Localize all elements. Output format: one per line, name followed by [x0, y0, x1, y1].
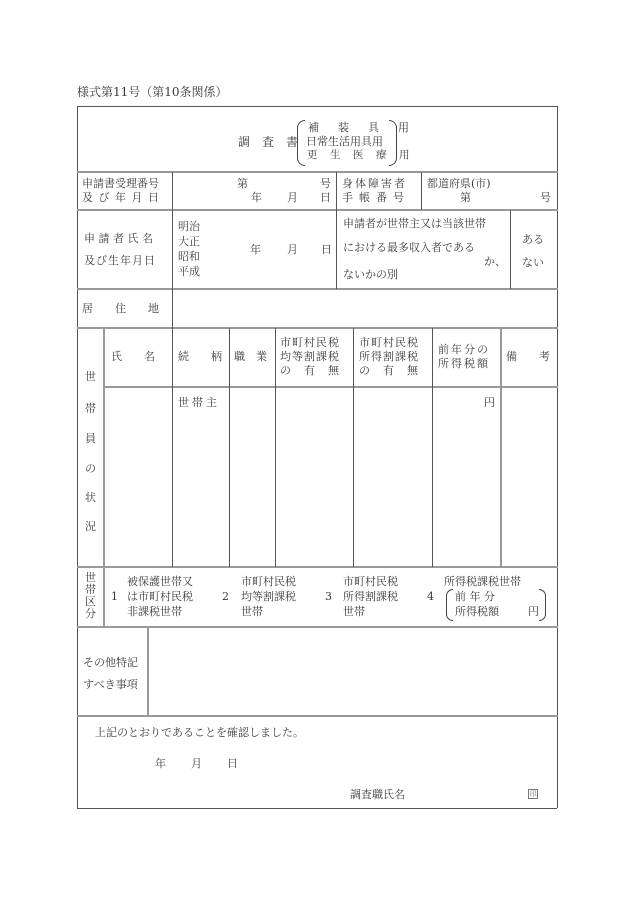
table-border-right — [557, 106, 558, 808]
col-divider — [172, 328, 173, 567]
residence-label: 居 住 地 — [82, 302, 159, 315]
side-char: 分 — [85, 607, 96, 620]
investigator-name-field[interactable] — [410, 780, 520, 804]
side-char: 況 — [85, 520, 96, 533]
col-header-equal-tax-1: 市町村民税 — [280, 336, 340, 349]
option-text: 世帯 — [343, 605, 365, 618]
row-divider — [77, 327, 558, 329]
side-char: 員 — [85, 432, 96, 445]
form-number: 様式第11号（第10条関係） — [77, 85, 228, 99]
head-question-2: における最多収入者である — [343, 241, 475, 254]
col-divider — [510, 210, 511, 289]
applicant-label-2: 及び生年月日 — [84, 254, 156, 267]
era-meiji[interactable]: 明治 — [178, 220, 200, 233]
col-header-relation: 続 柄 — [178, 350, 222, 363]
handbook-number-suffix: 号 — [540, 191, 551, 204]
row-divider — [77, 715, 558, 717]
head-question-1: 申請者が世帯主又は当該世帯 — [343, 217, 486, 230]
table-border-top — [77, 106, 557, 107]
option-number: 4 — [427, 590, 434, 603]
col-header-remarks: 備 考 — [506, 350, 550, 363]
era-showa[interactable]: 昭和 — [178, 250, 200, 263]
number-suffix: 号 — [320, 177, 331, 190]
option-yes[interactable]: ある — [522, 233, 544, 246]
title-option-daily-living: 日常生活用具用 — [306, 135, 383, 148]
option-text: 非課税世帯 — [127, 605, 182, 618]
bracket-left — [446, 589, 453, 621]
col-divider — [336, 172, 337, 210]
side-char: 世 — [85, 571, 96, 584]
option-number: 1 — [111, 590, 118, 603]
option-text: は市町村民税 — [127, 590, 193, 603]
option-text: 均等割課税 — [241, 590, 296, 603]
col-header-income-tax-1: 市町村民税 — [359, 336, 419, 349]
other-label-1: その他特記 — [83, 656, 138, 669]
option-no[interactable]: ない — [522, 256, 544, 269]
table-border-left — [77, 106, 78, 808]
col-header-equal-tax-2: 均等割課税 — [280, 350, 340, 363]
bracket-right — [539, 589, 546, 621]
option-text: 前 年 分 — [455, 590, 495, 603]
option-text: 所得割課税 — [343, 590, 398, 603]
handbook-label-2: 手帳番号 — [342, 191, 410, 204]
yen-unit: 円 — [528, 605, 539, 618]
receipt-label-2: 及 び 年 月 日 — [82, 191, 160, 204]
household-equal-tax-cell[interactable] — [276, 388, 352, 565]
option-text: 所得税額 — [455, 605, 499, 618]
side-char: 世 — [85, 370, 96, 383]
confirm-month: 月 — [191, 757, 202, 770]
date-year: 年 — [251, 191, 262, 204]
title-main: 調 査 書 — [238, 135, 299, 149]
confirmation-statement: 上記のとおりであることを確認しました。 — [95, 726, 304, 739]
date-day: 日 — [320, 191, 331, 204]
option-text: 市町村民税 — [343, 575, 398, 588]
col-header-name: 氏 名 — [111, 350, 155, 363]
side-char: 帯 — [85, 583, 96, 596]
col-header-equal-tax-3: の 有 無 — [280, 364, 340, 377]
side-char: 帯 — [85, 402, 96, 415]
household-occupation-cell[interactable] — [230, 388, 274, 565]
col-header-prev-tax-2: 所得税額 — [438, 357, 490, 370]
prefecture-label: 都道府県(市) — [427, 177, 491, 190]
col-header-income-tax-2: 所得割課税 — [359, 350, 419, 363]
handbook-number-field[interactable] — [422, 173, 556, 209]
birth-month: 月 — [287, 243, 298, 256]
title-option-rehab-medical: 更 生 医 療 用 — [307, 149, 411, 161]
table-border-bottom — [77, 808, 557, 809]
handbook-number-prefix: 第 — [460, 191, 471, 204]
option-text: 世帯 — [241, 605, 263, 618]
title-option-prosthesis: 補 装 具 用 — [308, 121, 413, 134]
option-text: 所得税課税世帯 — [444, 575, 521, 588]
other-notes-field[interactable] — [149, 628, 556, 714]
birth-year: 年 — [250, 243, 261, 256]
yen-unit: 円 — [484, 396, 495, 409]
col-divider — [336, 210, 337, 289]
side-char: 状 — [85, 491, 96, 504]
side-char: 区 — [85, 595, 96, 608]
confirm-day: 日 — [227, 757, 238, 770]
receipt-label: 申請書受理番号 — [82, 177, 159, 190]
household-remarks-cell[interactable] — [502, 388, 556, 565]
other-label-2: すべき事項 — [83, 678, 138, 691]
household-prev-tax-cell[interactable] — [433, 388, 499, 565]
relation-head-of-household: 世帯主 — [178, 396, 220, 409]
row-divider — [77, 566, 558, 568]
date-month: 月 — [287, 191, 298, 204]
head-question-ka: か、 — [484, 255, 506, 268]
birth-day: 日 — [321, 243, 332, 256]
col-header-income-tax-3: の 有 無 — [359, 364, 419, 377]
era-heisei[interactable]: 平成 — [178, 265, 200, 278]
col-header-occupation: 職 業 — [234, 350, 267, 363]
investigator-label: 調査職氏名 — [350, 788, 405, 801]
option-number: 2 — [222, 590, 229, 603]
option-number: 3 — [325, 590, 332, 603]
era-taisho[interactable]: 大正 — [178, 235, 200, 248]
receipt-number-field[interactable] — [173, 173, 335, 209]
residence-field[interactable] — [173, 290, 556, 327]
col-divider — [172, 210, 173, 289]
handbook-label: 身体障害者 — [342, 177, 407, 190]
head-question-3: ないかの別 — [343, 268, 398, 281]
col-header-prev-tax-1: 前年分の — [438, 343, 490, 356]
confirm-year: 年 — [155, 757, 166, 770]
number-prefix: 第 — [237, 177, 248, 190]
applicant-name-field[interactable] — [205, 211, 335, 288]
option-text: 被保護世帯又 — [127, 575, 193, 588]
seal-icon: 印 — [529, 790, 537, 798]
household-income-tax-cell[interactable] — [354, 388, 431, 565]
household-name-cell[interactable] — [105, 388, 171, 565]
side-char: の — [85, 462, 96, 475]
applicant-label: 申 請 者 氏 名 — [84, 232, 153, 245]
bracket-left — [297, 120, 305, 166]
option-text: 市町村民税 — [241, 575, 296, 588]
